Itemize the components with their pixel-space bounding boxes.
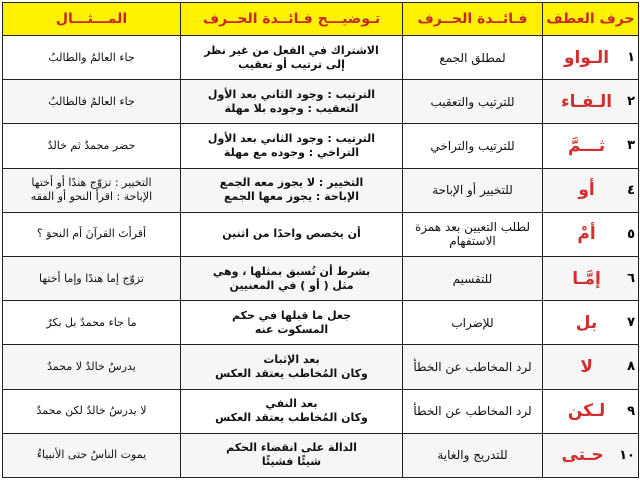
explain-cell [181,168,403,212]
benefit-cell: لمطلق الجمع [403,36,543,80]
example-cell [3,389,181,433]
conjunction-letter: بل [575,312,598,333]
explain-line: الترتيب : وجود الثاني بعد الأول [207,87,376,101]
explain-line: الاشتراك في الفعل من غير نظر [204,43,379,57]
example-line: جاء العالمُ والطالبُ [48,50,135,64]
table-row [3,433,639,477]
table-row [3,80,639,124]
table-row [3,124,639,168]
explain-line: جعل ما قبلها في حكم [231,308,352,322]
example-line: تزوّج إما هندًا وإما أختها [39,271,144,285]
row-number: ٢ [627,94,635,110]
explain-line: بعد النفي [265,397,318,411]
conjunction-letter: أمْ [577,224,596,245]
letter-cell [543,301,639,345]
example-cell [3,124,181,168]
table-row [3,212,639,256]
table-row [3,168,639,212]
explain-line: الإباحة : يجوز معها الجمع [224,190,359,204]
letter-cell [543,80,639,124]
explain-cell [181,345,403,389]
example-cell [3,36,181,80]
letter-cell [543,168,639,212]
conjunction-letter: إمَّـا [572,268,601,289]
explain-line: التراخي : وجوده مع مهلة [223,145,360,159]
row-number: ٧ [627,315,635,331]
benefit-cell: للتخيير أو الإباحة [403,168,543,212]
explain-line: المسكوت عنه [254,322,329,336]
table-row [3,345,639,389]
row-number: ١٠ [619,447,635,463]
benefit-cell: لرد المخاطب عن الخطأ [403,389,543,433]
explain-cell [181,80,403,124]
row-number: ٦ [627,271,635,287]
explain-cell [181,389,403,433]
explain-line: وكان المُخاطب يعتقد العكس [215,366,368,380]
explain-line: التعقيب : وجوده بلا مهلة [224,101,359,115]
explain-cell [181,212,403,256]
explain-cell [181,256,403,300]
row-number: ٨ [627,359,635,375]
table-row [3,301,639,345]
header-letter: حرف العطف [543,3,639,36]
conjunctions-table [2,2,639,478]
letter-cell [543,256,639,300]
table-row [3,36,639,80]
explain-line: الدالة على انقضاء الحكم [226,441,357,455]
header-explain: تـوضيـــح فـائــدة الحــرف [181,3,403,36]
row-number: ٩ [627,403,635,419]
row-number: ٥ [627,226,635,242]
explain-line: بعد الإثبات [263,352,320,366]
table-body [3,36,639,478]
example-cell [3,301,181,345]
header-benefit: فـائــدة الحــرف [403,3,543,36]
example-line: جاء العالمُ فالطالبُ [48,94,135,108]
example-cell [3,212,181,256]
example-line: لا يدرسُ خالدٌ لكن محمدٌ [36,404,147,418]
example-cell [3,345,181,389]
row-number: ٤ [627,182,635,198]
benefit-cell: للترتيب والتراخي [403,124,543,168]
benefit-cell: للترتيب والتعقيب [403,80,543,124]
benefit-cell: لرد المخاطب عن الخطأ [403,345,543,389]
conjunction-letter: لا [580,356,593,377]
benefit-cell: لطلب التعيين بعد همزة الاستفهام [403,212,543,256]
conjunction-letter: حـتى [561,445,604,466]
explain-line: وكان المُخاطب يعتقد العكس [215,411,368,425]
explain-line: التخيير : لا يجوز معه الجمع [219,176,364,190]
explain-line: أن يخصص واحدًا من اثنين [222,227,361,241]
table-row [3,389,639,433]
conjunction-letter: لـكن [567,401,606,422]
example-line: يدرسُ خالدٌ لا محمدٌ [47,359,136,373]
explain-cell [181,433,403,477]
explain-line: الترتيب : وجود الثاني بعد الأول [207,131,376,145]
example-line: ما جاء محمدٌ بل بكرٌ [46,315,137,329]
example-cell [3,256,181,300]
benefit-cell: للتدريج والغاية [403,433,543,477]
letter-cell [543,36,639,80]
example-line: يموت الناسُ حتى الأنبياءُ [36,448,147,462]
row-number: ١ [627,50,635,66]
letter-cell [543,389,639,433]
example-line: الإباحة : اقرأ النحو أو الفقه [30,190,153,204]
header-row [3,3,639,36]
header-example: المـــثـــال [3,3,181,36]
example-cell [3,168,181,212]
conjunction-letter: الـفـاء [560,91,613,112]
letter-cell [543,433,639,477]
letter-cell [543,212,639,256]
explain-line: بشرط أن تُسبق بمثلها ، وهي [212,264,371,278]
example-cell [3,433,181,477]
benefit-cell: للإضراب [403,301,543,345]
conjunction-letter: الـواو [563,47,610,68]
example-line: حضر محمدٌ ثم خالدٌ [47,138,136,152]
row-number: ٣ [627,138,635,154]
benefit-cell: للتقسيم [403,256,543,300]
example-line: التخيير : تزوّج هندًا أو أختها [31,176,152,190]
explain-cell [181,36,403,80]
explain-cell [181,124,403,168]
explain-line: شيئًا فشيئًا [261,455,322,469]
table-row [3,256,639,300]
explain-cell [181,301,403,345]
letter-cell [543,124,639,168]
example-line: أقرأتَ القرآنَ أم النحوَ ؟ [36,227,147,241]
explain-line: مثل ( أو ) في المعنيين [229,278,354,292]
conjunction-letter: ثـــمَّ [567,135,606,156]
letter-cell [543,345,639,389]
example-cell [3,80,181,124]
conjunction-letter: أو [578,180,595,201]
explain-line: إلى ترتيب أو تعقيب [238,57,345,71]
